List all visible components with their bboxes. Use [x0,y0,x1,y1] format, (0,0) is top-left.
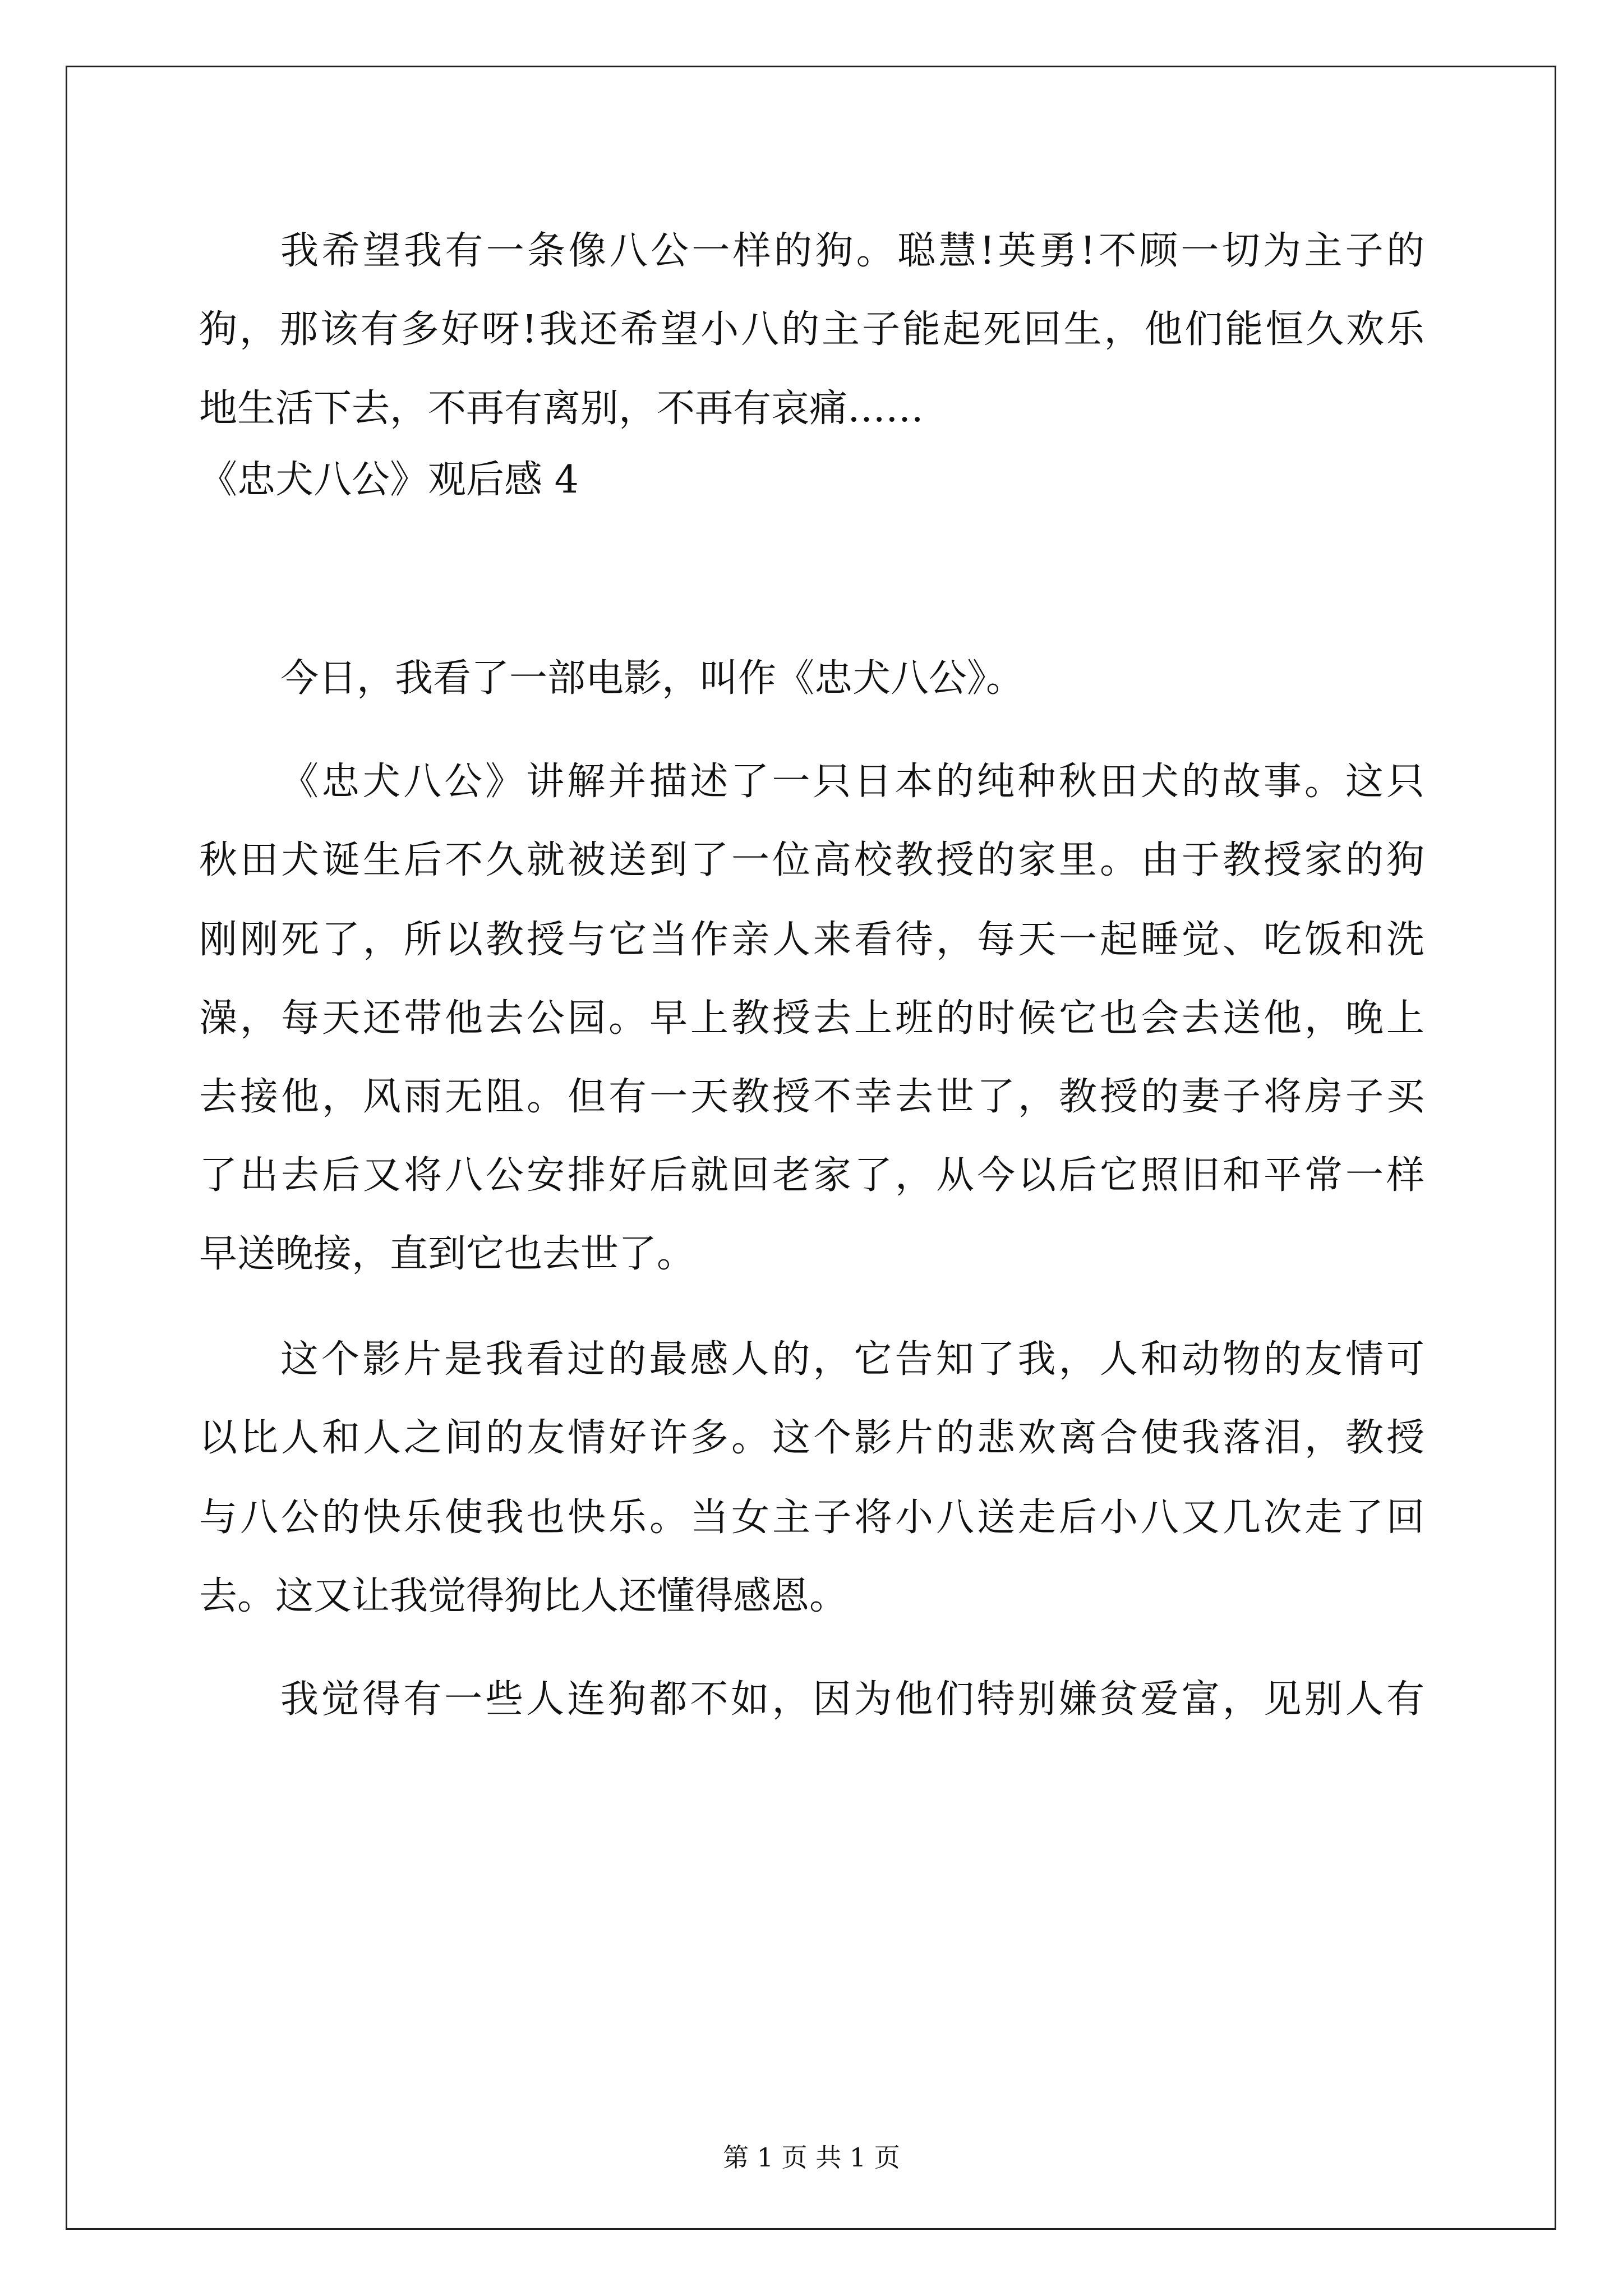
paragraph-line: 早送晚接，直到它也去世了。 [199,1232,695,1276]
paragraph-line: 澡，每天还带他去公园。早上教授去上班的时候它也会去送他，晚上 [199,996,1424,1041]
paragraph-line: 去。这又让我觉得狗比人还懂得感恩。 [199,1574,848,1618]
section-heading: 《忠犬八公》观后感 4 [199,458,579,502]
paragraph-line: 《忠犬八公》讲解并描述了一只日本的纯种秋田犬的故事。这只 [280,760,1424,804]
paragraph-line: 我觉得有一些人连狗都不如，因为他们特别嫌贫爱富，见别人有 [280,1677,1424,1722]
paragraph-line: 去接他，风雨无阻。但有一天教授不幸去世了，教授的妻子将房子买 [199,1075,1424,1119]
paragraph-line: 这个影片是我看过的最感人的，它告知了我，人和动物的友情可 [280,1337,1424,1382]
paragraph-line: 我希望我有一条像八公一样的狗。聪慧!英勇!不顾一切为主子的 [280,229,1424,273]
paragraph-line: 地生活下去，不再有离别，不再有哀痛…… [199,386,924,431]
paragraph-line: 今日，我看了一部电影，叫作《忠犬八公》。 [280,656,1025,701]
paragraph-line: 了出去后又将八公安排好后就回老家了，从今以后它照旧和平常一样 [199,1153,1424,1198]
page-footer: 第 1 页 共 1 页 [723,2142,900,2173]
paragraph-line: 与八公的快乐使我也快乐。当女主子将小八送走后小八又几次走了回 [199,1496,1424,1540]
paragraph-line: 以比人和人之间的友情好许多。这个影片的悲欢离合使我落泪，教授 [199,1416,1424,1460]
paragraph-line: 狗，那该有多好呀!我还希望小八的主子能起死回生，他们能恒久欢乐 [199,307,1424,352]
paragraph-line: 刚刚死了，所以教授与它当作亲人来看待，每天一起睡觉、吃饭和洗 [199,918,1424,962]
paragraph-line: 秋田犬诞生后不久就被送到了一位高校教授的家里。由于教授家的狗 [199,838,1424,882]
